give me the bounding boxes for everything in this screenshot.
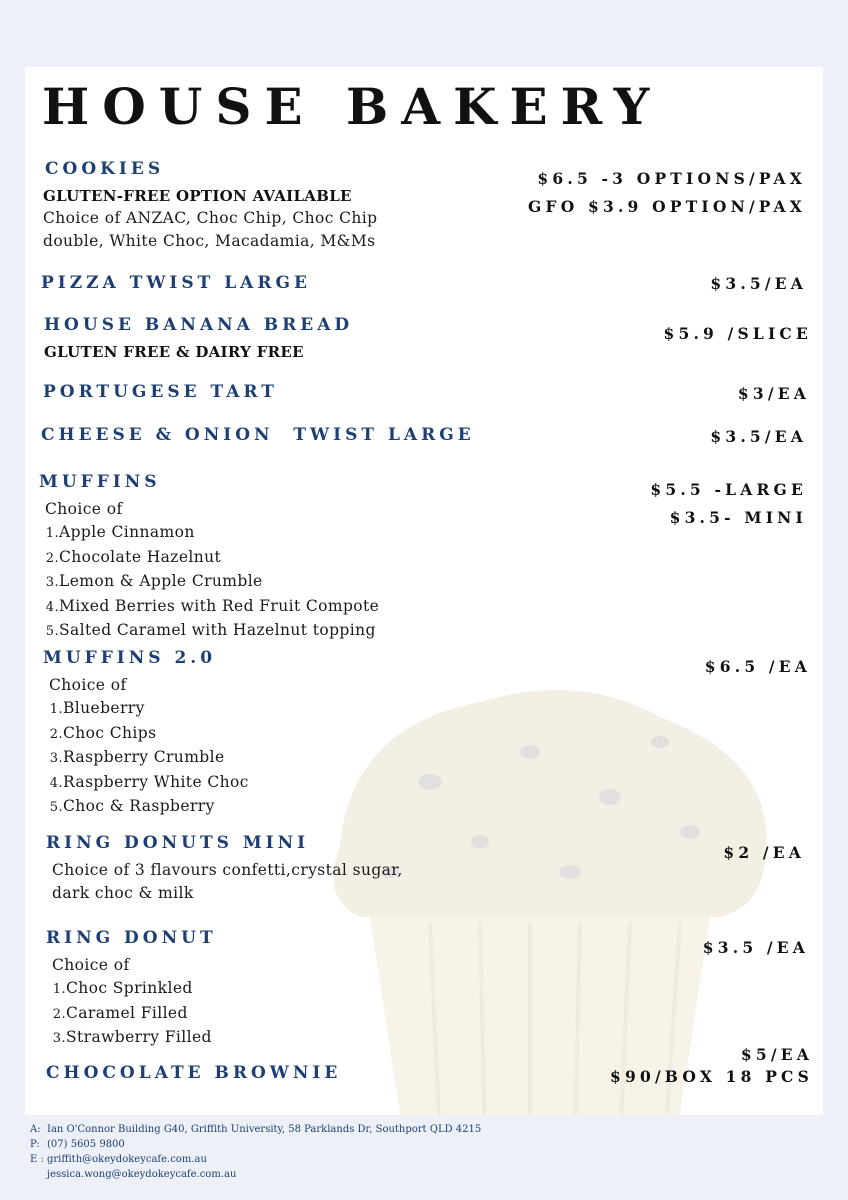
list-item-label: Mixed Berries with Red Fruit Compote xyxy=(59,596,380,615)
item-name: MUFFINS 2.0 xyxy=(43,648,217,668)
price-line: $5.5 -LARGE xyxy=(650,480,807,499)
list-item-label: Choc & Raspberry xyxy=(63,797,215,816)
footer-label: E : xyxy=(30,1154,44,1165)
list-number: 2. xyxy=(49,726,63,742)
item-name: PIZZA TWIST LARGE xyxy=(41,273,311,293)
list-item xyxy=(45,570,379,595)
contact-footer xyxy=(30,1122,481,1182)
list-number: 1. xyxy=(49,702,63,717)
footer-address xyxy=(30,1122,481,1137)
list-number: 1. xyxy=(52,982,66,997)
price-line: GFO $3.9 OPTION/PAX xyxy=(528,197,806,216)
description-line: dark choc & milk xyxy=(52,884,194,902)
item-name: CHOCOLATE BROWNIE xyxy=(46,1063,342,1083)
list-item-label: Lemon & Apple Crumble xyxy=(59,572,263,591)
list-item xyxy=(52,1026,212,1051)
item-price: $3.5 /EA xyxy=(702,938,809,957)
item-name: RING DONUTS MINI xyxy=(46,833,310,853)
item-price: $2 /EA xyxy=(723,843,805,862)
list-number: 5. xyxy=(49,800,63,816)
list-item-label: Salted Caramel with Hazelnut topping xyxy=(59,621,376,640)
item-name: HOUSE BANANA BREAD xyxy=(44,315,354,335)
footer-email xyxy=(30,1152,481,1167)
list-item xyxy=(49,771,249,796)
footer-label: A: xyxy=(30,1124,41,1135)
list-item xyxy=(45,521,379,546)
item-price xyxy=(650,476,807,532)
list-number: 1. xyxy=(45,526,59,541)
list-number: 2. xyxy=(45,550,59,566)
list-item-label: Raspberry White Choc xyxy=(63,772,249,791)
phone-text[interactable]: (07) 5605 9800 xyxy=(47,1139,125,1150)
list-item xyxy=(49,795,249,820)
footer-phone xyxy=(30,1137,481,1152)
item-name: MUFFINS xyxy=(39,472,161,492)
footer-email-2 xyxy=(30,1167,481,1182)
address-text: Ian O'Connor Building G40, Griffith University, 58 Parklands Dr, Southport QLD 4215 xyxy=(47,1124,482,1135)
item-price: $3/EA xyxy=(737,384,810,403)
item-price xyxy=(610,1044,813,1088)
list-item xyxy=(45,595,379,620)
description-line: double, White Choc, Macadamia, M&Ms xyxy=(43,232,376,250)
price-line: $3.5- MINI xyxy=(669,508,807,527)
description-line: Choice of 3 flavours confetti,crystal sugar, xyxy=(52,861,403,879)
item-note: GLUTEN FREE & DAIRY FREE xyxy=(44,343,304,361)
page-title: HOUSE BAKERY xyxy=(42,77,663,136)
item-intro: Choice of xyxy=(45,500,123,518)
price-line: $90/BOX 18 PCS xyxy=(609,1067,813,1086)
list-item xyxy=(52,1002,212,1027)
item-intro: Choice of xyxy=(52,956,130,974)
item-price: $5.9 /SLICE xyxy=(663,324,812,343)
list-item xyxy=(45,546,379,571)
item-name: COOKIES xyxy=(45,159,165,179)
list-number: 3. xyxy=(52,1031,66,1047)
list-number: 2. xyxy=(52,1006,66,1022)
list-number: 4. xyxy=(45,599,59,615)
list-item-label: Choc Sprinkled xyxy=(66,979,193,997)
list-item xyxy=(49,746,249,771)
muffin-2-options-list xyxy=(49,697,249,820)
list-item-label: Raspberry Crumble xyxy=(63,748,225,767)
item-name: RING DONUT xyxy=(46,928,217,948)
list-number: 3. xyxy=(49,751,63,767)
list-item xyxy=(45,619,379,644)
list-item xyxy=(49,722,249,747)
list-item-label: Apple Cinnamon xyxy=(59,523,195,541)
footer-label: P: xyxy=(30,1139,40,1150)
price-line: $5/EA xyxy=(740,1045,813,1064)
email-link[interactable]: griffith@okeydokeycafe.com.au xyxy=(47,1154,207,1165)
muffin-options-list xyxy=(45,521,379,644)
list-number: 3. xyxy=(45,575,59,591)
list-item-label: Chocolate Hazelnut xyxy=(59,547,222,566)
list-item-label: Strawberry Filled xyxy=(66,1028,212,1047)
list-number: 5. xyxy=(45,624,59,640)
list-item xyxy=(49,697,249,722)
price-line: $6.5 -3 OPTIONS/PAX xyxy=(537,169,806,188)
item-price: $3.5/EA xyxy=(710,427,807,446)
item-description xyxy=(43,207,377,253)
item-name: CHEESE & ONION TWIST LARGE xyxy=(41,425,475,445)
item-name: PORTUGESE TART xyxy=(43,382,278,402)
menu-card xyxy=(25,67,823,1115)
list-item-label: Caramel Filled xyxy=(66,1003,188,1022)
description-line: Choice of ANZAC, Choc Chip, Choc Chip xyxy=(43,209,378,227)
list-item-label: Choc Chips xyxy=(63,723,157,742)
list-item xyxy=(52,977,212,1002)
item-price: $6.5 /EA xyxy=(704,657,811,676)
ring-donut-options-list xyxy=(52,977,212,1051)
email-link[interactable]: jessica.wong@okeydokeycafe.com.au xyxy=(47,1169,237,1180)
item-intro: Choice of xyxy=(49,676,127,694)
item-price: $3.5/EA xyxy=(710,274,807,293)
item-note: GLUTEN-FREE OPTION AVAILABLE xyxy=(43,187,352,205)
list-item-label: Blueberry xyxy=(63,699,145,717)
item-price xyxy=(528,165,806,221)
item-description xyxy=(52,859,403,905)
list-number: 4. xyxy=(49,775,63,791)
